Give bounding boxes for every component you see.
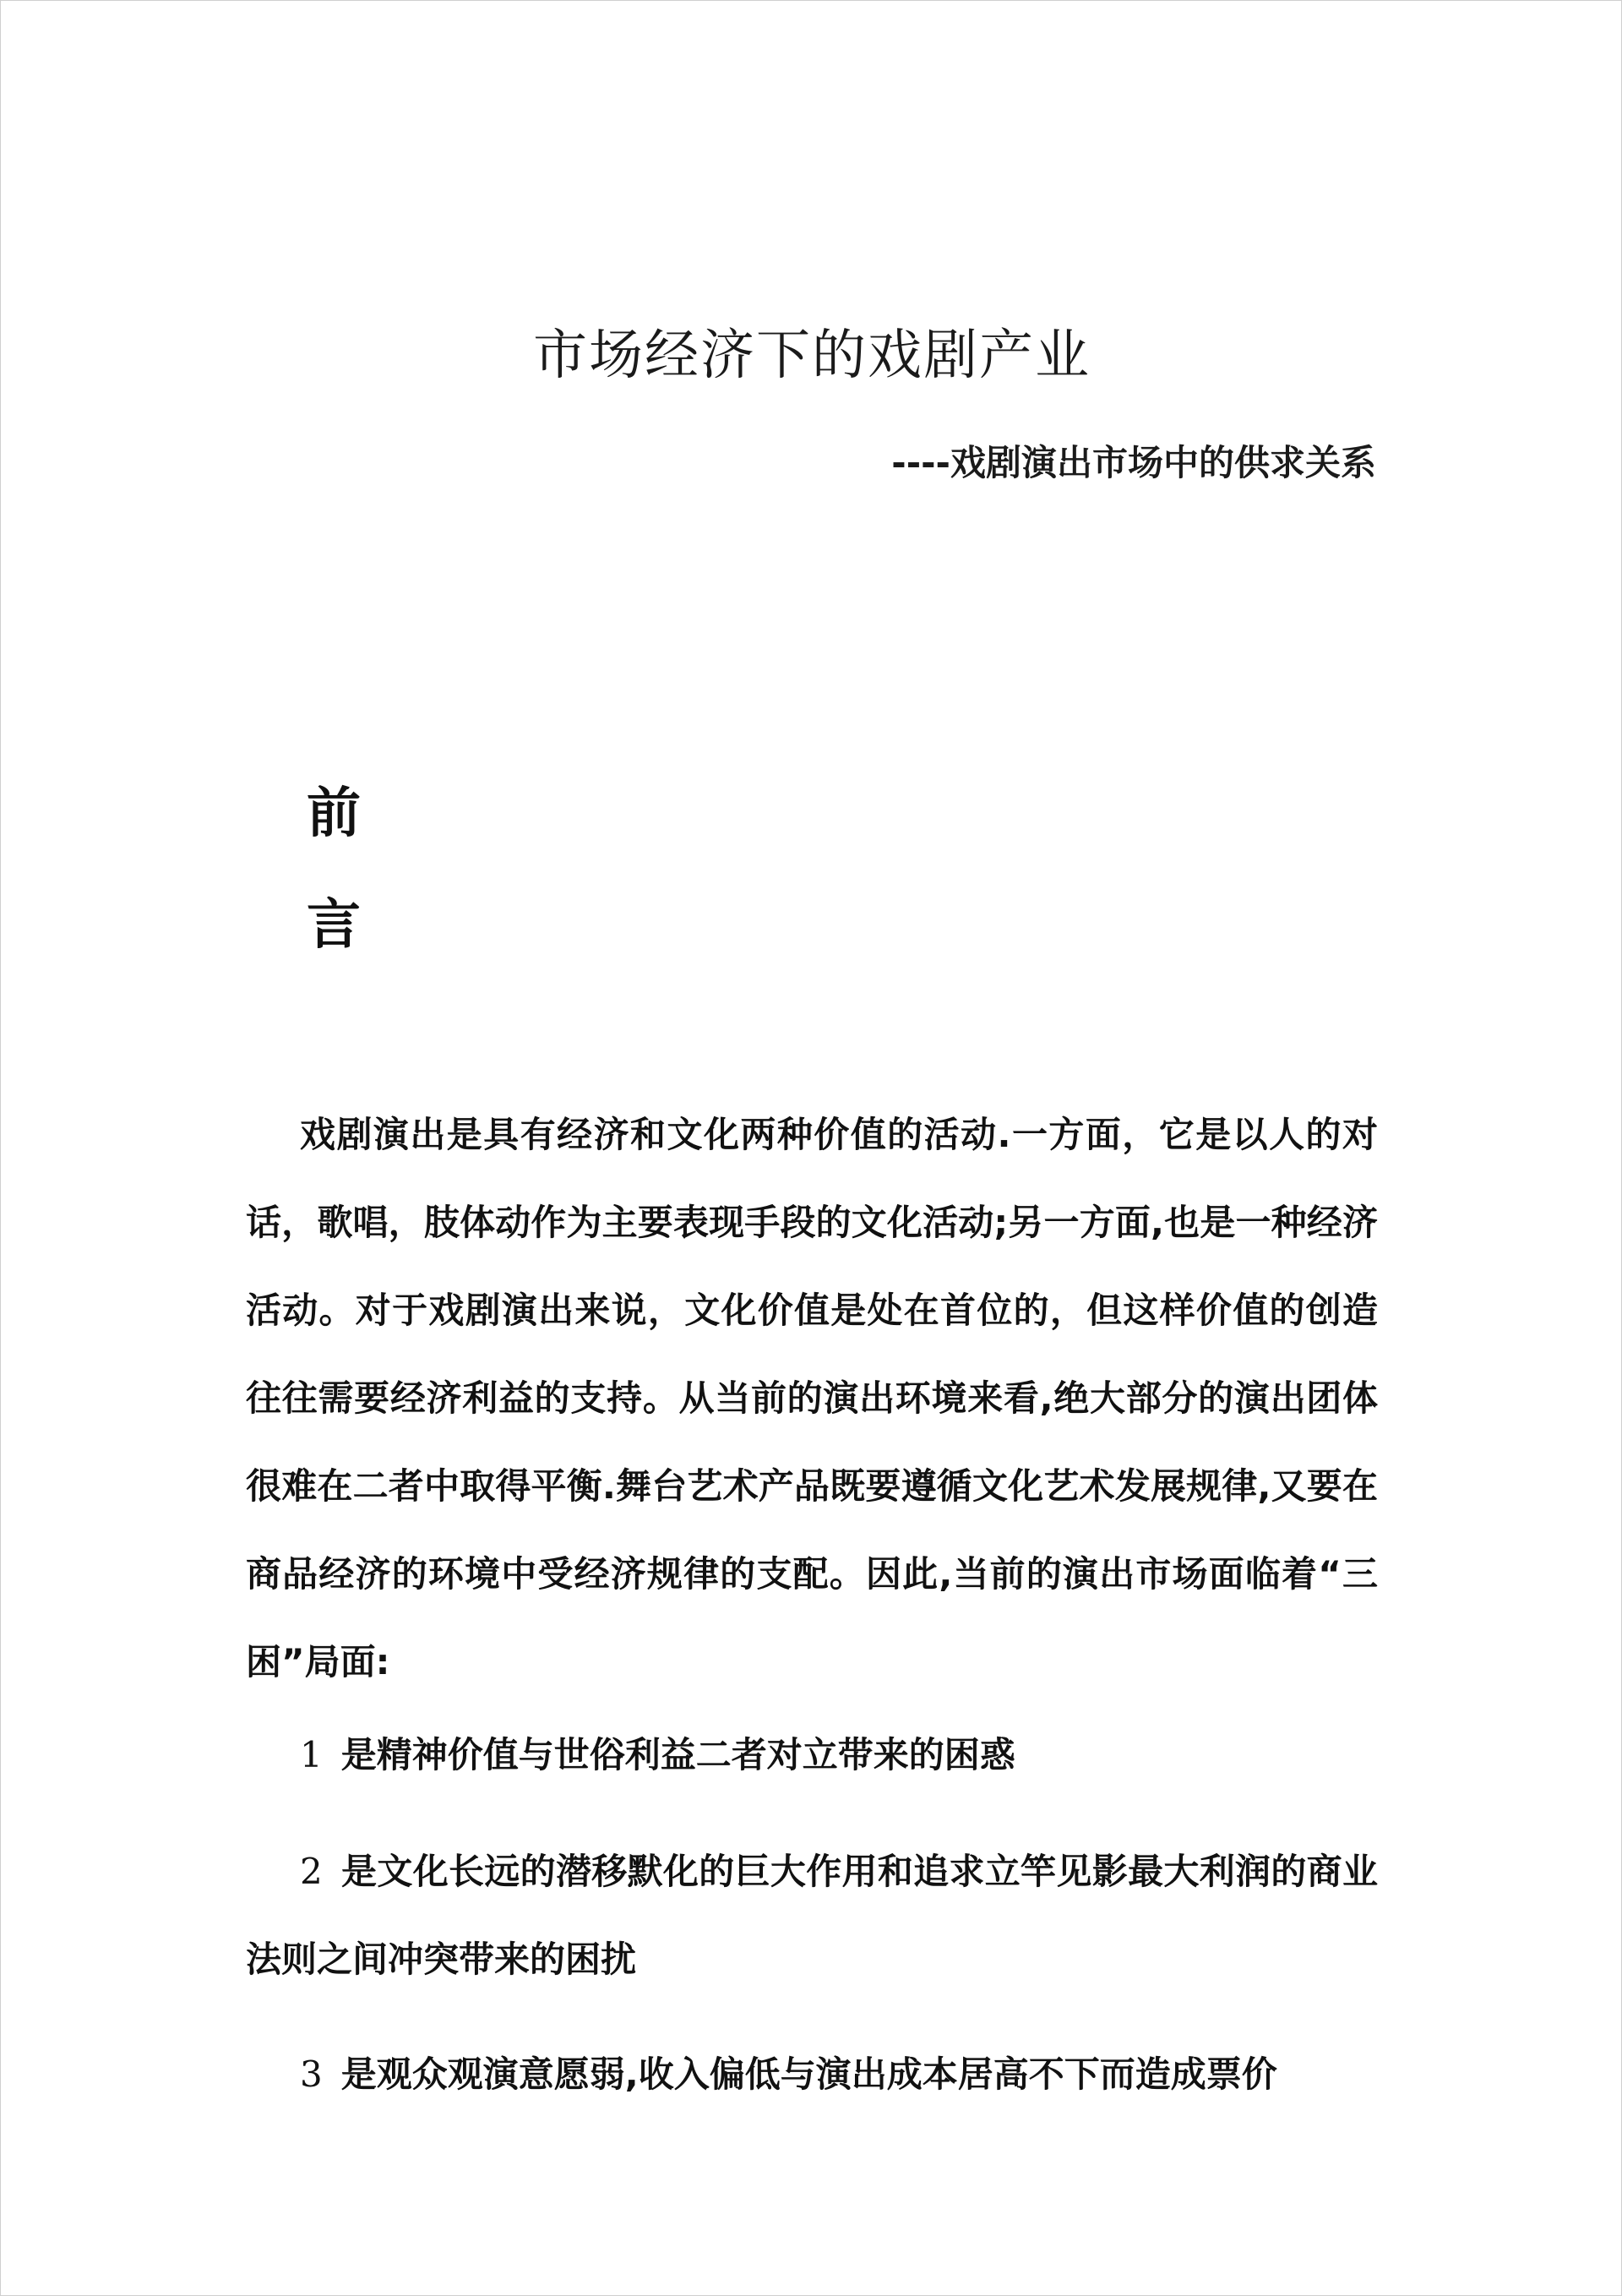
list-item-text: 是精神价值与世俗利益二者对立带来的困惑 — [340, 1734, 1015, 1775]
list-item-number: 2 — [300, 1851, 323, 1892]
list-item — [246, 1828, 1378, 2004]
list-item — [246, 1711, 1378, 1799]
intro-paragraph: 戏剧演出是具有经济和文化两种价值的活动.一方面，它是以人的对话，歌唱，肢体动作为主要表现手段的文化活动;另一方面,也是一种经济活动。对于戏剧演出来说，文化价值是处在首位的，但这样价值的创造往往需要经济利益的支持。从当前的演出环境来看,绝大部分的演出团体很难在二者中取得平衡.舞台艺术产品既要遵循文化艺术发展规律,又要在商品经济的环境中受经济规律的支配。因此,当前的演出市场面临着“三困”局面: — [246, 1114, 1378, 1682]
section-heading-char-1: 前 — [307, 783, 361, 845]
list-item-text: 是文化长远的潜移默化的巨大作用和追求立竿见影最大利润的商业法则之间冲突带来的困扰 — [246, 1851, 1378, 1980]
document-title: 市场经济下的戏剧产业 — [533, 324, 1091, 387]
list-item-number: 1 — [300, 1734, 323, 1775]
document-subtitle: ----戏剧演出市场中的供求关系 — [891, 442, 1376, 483]
list-item-number: 3 — [300, 2053, 323, 2095]
list-item — [246, 2031, 1378, 2119]
section-heading-char-2: 言 — [307, 894, 361, 957]
list-item-text: 是观众观演意愿弱,收入偏低与演出成本居高不下而造成票价 — [340, 2053, 1277, 2095]
